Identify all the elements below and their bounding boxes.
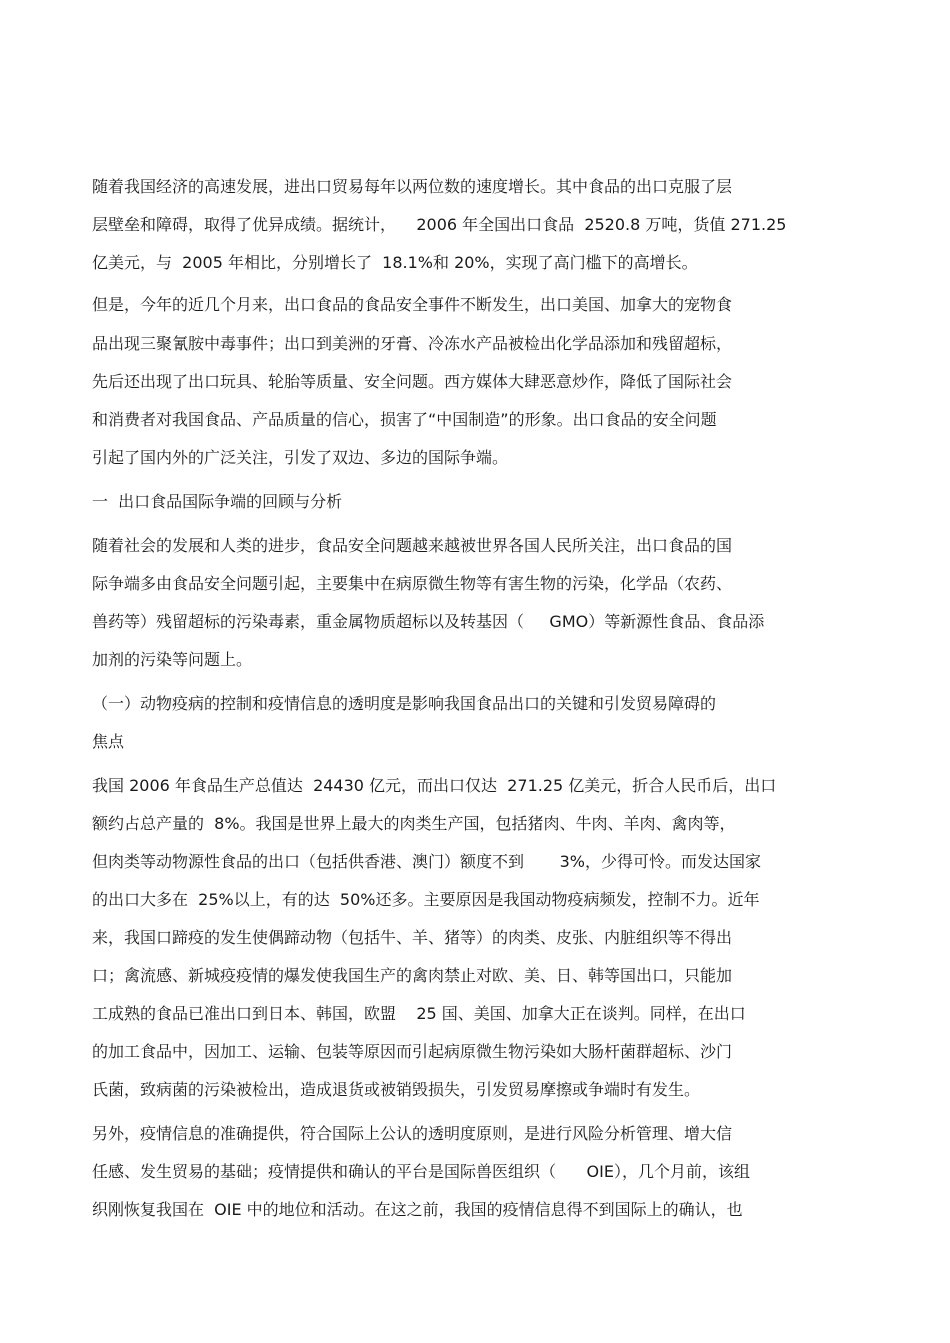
- text-line: 际争端多由食品安全问题引起，主要集中在病原微生物等有害生物的污染，化学品（农药、: [92, 574, 733, 593]
- text-line: 我国 2006 年食品生产总值达 24430 亿元，而出口仅达 271.25 亿美元，折合人民币后，出口: [92, 776, 777, 795]
- text-line: 工成熟的食品已准出口到日本、韩国，欧盟 25 国、美国、加拿大正在谈判。同样，在出口: [92, 1004, 746, 1023]
- text-line: 另外，疫情信息的准确提供，符合国际上公认的透明度原则，是进行风险分析管理、增大信: [92, 1124, 733, 1143]
- text-line: 品出现三聚氰胺中毒事件；出口到美洲的牙膏、冷冻水产品被检出化学品添加和残留超标，: [92, 334, 733, 353]
- text-line: 随着社会的发展和人类的进步，食品安全问题越来越被世界各国人民所关注，出口食品的国: [92, 536, 733, 555]
- text-line: 的出口大多在 25%以上，有的达 50%还多。主要原因是我国动物疫病频发，控制不力。近年: [92, 890, 760, 909]
- section-heading: 一 出口食品国际争端的回顾与分析: [92, 492, 343, 511]
- text-line: 但是，今年的近几个月来，出口食品的食品安全事件不断发生，出口美国、加拿大的宠物食: [92, 295, 733, 314]
- text-line: 引起了国内外的广泛关注，引发了双边、多边的国际争端。: [92, 448, 509, 467]
- text-line: 的加工食品中，因加工、运输、包装等原因而引起病原微生物污染如大肠杆菌群超标、沙门: [92, 1042, 733, 1061]
- text-line: 亿美元，与 2005 年相比，分别增长了 18.1%和 20%，实现了高门槛下的高增长。: [92, 253, 698, 272]
- text-line: 来，我国口蹄疫的发生使偶蹄动物（包括牛、羊、猪等）的肉类、皮张、内脏组织等不得出: [92, 928, 733, 947]
- text-line: 先后还出现了出口玩具、轮胎等质量、安全问题。西方媒体大肆恶意炒作，降低了国际社会: [92, 372, 733, 391]
- text-line: 氏菌，致病菌的污染被检出，造成退货或被销毁损失，引发贸易摩擦或争端时有发生。: [92, 1080, 701, 1099]
- text-line: 额约占总产量的 8%。我国是世界上最大的肉类生产国，包括猪肉、牛肉、羊肉、禽肉等，: [92, 814, 736, 833]
- text-line: 任感、发生贸易的基础；疫情提供和确认的平台是国际兽医组织（ OIE），几个月前，该组: [92, 1162, 750, 1181]
- text-line: 和消费者对我国食品、产品质量的信心，损害了“中国制造”的形象。出口食品的安全问题: [92, 410, 717, 429]
- text-line: 兽药等）残留超标的污染毒素，重金属物质超标以及转基因（ GMO）等新源性食品、食品添: [92, 612, 765, 631]
- text-line: 层壁垒和障碍，取得了优异成绩。据统计， 2006 年全国出口食品 2520.8 万吨，货值 271.25: [92, 215, 787, 234]
- text-line: 织刚恢复我国在 OIE 中的地位和活动。在这之前，我国的疫情信息得不到国际上的确认，也: [92, 1200, 743, 1219]
- subsection-heading: （一）动物疫病的控制和疫情信息的透明度是影响我国食品出口的关键和引发贸易障碍的: [92, 694, 717, 713]
- text-line: 加剂的污染等问题上。: [92, 650, 253, 669]
- text-line: 但肉类等动物源性食品的出口（包括供香港、澳门）额度不到 3%，少得可怜。而发达国家: [92, 852, 761, 871]
- subsection-heading: 焦点: [92, 732, 125, 751]
- text-line: 随着我国经济的高速发展，进出口贸易每年以两位数的速度增长。其中食品的出口克服了层: [92, 177, 733, 196]
- text-line: 口；禽流感、新城疫疫情的爆发使我国生产的禽肉禁止对欧、美、日、韩等国出口，只能加: [92, 966, 733, 985]
